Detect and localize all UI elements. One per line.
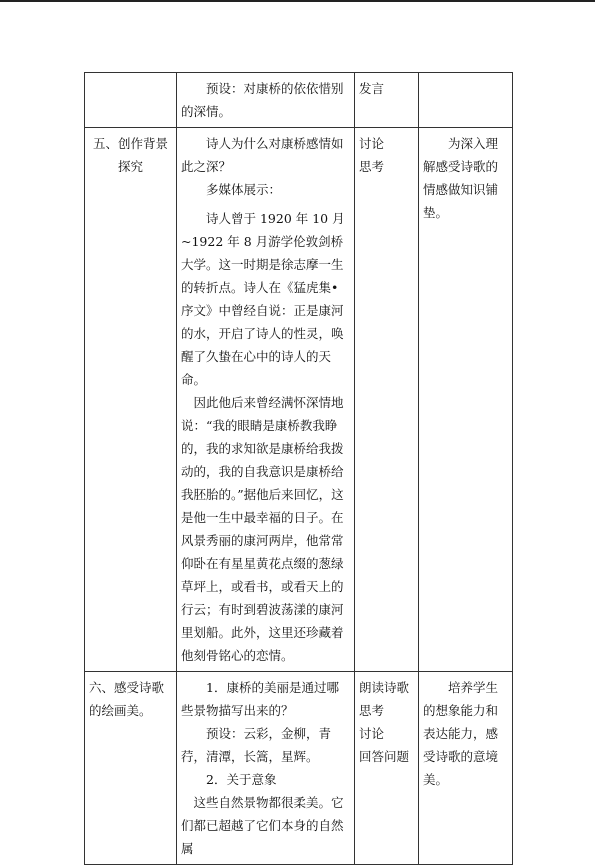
- activity-cell: 讨论 思考: [355, 128, 419, 672]
- stage-cell: 六、感受诗歌的绘画美。: [85, 672, 177, 865]
- activity-cell: 发言: [355, 73, 419, 128]
- stage-cell: 五、创作背景探究: [85, 128, 177, 672]
- activity-cell: 朗读诗歌 思考 讨论 回答问题: [355, 672, 419, 865]
- content-paragraph: 多媒体展示：: [206, 182, 282, 197]
- content-paragraph: 1．康桥的美丽是通过哪些景物描写出来的？: [181, 680, 339, 718]
- table-row: [85, 73, 513, 128]
- purpose-text: 为深入理解感受诗歌的情感做知识铺垫。: [423, 136, 499, 220]
- purpose-cell: [419, 128, 513, 672]
- content-paragraph: 预设：对康桥的依依惜别的深情。: [181, 81, 344, 119]
- header-rule: [0, 0, 595, 2]
- purpose-text: 培养学生的想象能力和表达能力，感受诗歌的意境美。: [423, 680, 499, 787]
- content-cell: [177, 73, 355, 128]
- purpose-cell: [419, 672, 513, 865]
- table-row: [85, 672, 513, 865]
- content-paragraph: 2．关于意象: [206, 772, 277, 787]
- lesson-plan-table: [84, 72, 513, 865]
- content-paragraph: 预设：云彩，金柳，青荇，清潭，长篙，星辉。: [181, 726, 332, 764]
- content-paragraph: 因此他后来曾经满怀深情地说：“我的眼睛是康桥教我睁的，我的求知欲是康桥给我拨动的，我的自我意识是康桥给我胚胎的。”据他后来回忆，这是他一生中最幸福的日子。在风景秀丽的康河两岸，他常常仰卧在有星星黄花点缀的葱绿草坪上，或看书，或看天上的行云；有时到碧波荡漾的康河里划船。此外，这里还珍藏着他刻骨铭心的恋情。: [181, 395, 344, 663]
- content-cell: [177, 128, 355, 672]
- table-row: [85, 128, 513, 672]
- content-paragraph: 诗人为什么对康桥感情如此之深？: [181, 136, 344, 174]
- content-cell: [177, 672, 355, 865]
- content-paragraph: 诗人曾于 1920 年 10 月~1922 年 8 月游学伦敦剑桥大学。这一时期是徐志摩一生的转折点。诗人在《猛虎集•序文》中曾经自说：正是康河的水，开启了诗人的性灵，唤醒了久蛰在心中的诗人的天命。: [181, 211, 345, 387]
- content-paragraph: 这些自然景物都很柔美。它们都已超越了它们本身的自然属: [181, 795, 344, 856]
- purpose-cell: [419, 73, 513, 128]
- stage-cell: [85, 73, 177, 128]
